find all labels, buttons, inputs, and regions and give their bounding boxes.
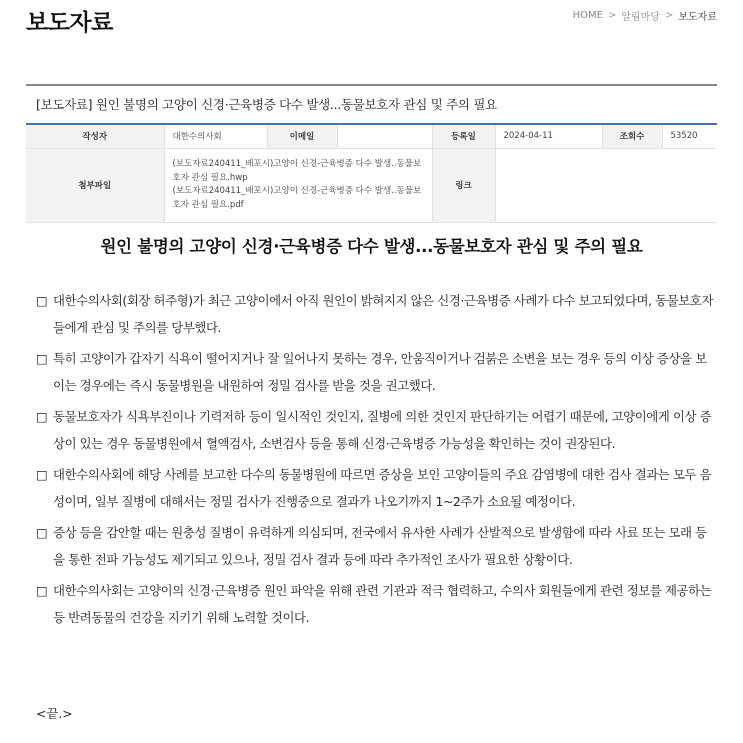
article-meta-table xyxy=(26,123,717,223)
email-value xyxy=(337,124,432,148)
paragraph-text: 대한수의사회에 해당 사례를 보고한 다수의 동물병원에 따르면 증상을 보인 고양이들의 주요 감염병에 대한 검사 결과는 모두 음성이며, 일부 질병에 대해서는 정밀 검사가 진행중으로 결과가 나오기까지 1~2주가 소요될 예정이다. xyxy=(53,467,712,509)
article-title: [보도자료] 원인 불명의 고양이 신경·근육병증 다수 발생...동물보호자 관심 및 주의 필요 xyxy=(36,97,497,112)
paragraph xyxy=(36,577,716,631)
paragraph-text: 동물보호자가 식욕부진이나 기력저하 등이 일시적인 것인지, 질병에 의한 것인지 판단하기는 어렵기 때문에, 고양이에게 이상 증상이 있는 경우 동물병원에서 혈액검사, 소변검사 등을 통해 신경·근육병증 가능성을 확인하는 것이 권장된다. xyxy=(53,409,712,451)
date-value: 2024-04-11 xyxy=(495,124,602,148)
link-label: 링크 xyxy=(432,148,495,222)
breadcrumb-notice-link[interactable]: 알림마당 xyxy=(621,12,660,23)
link-value xyxy=(495,148,717,222)
author-label: 작성자 xyxy=(26,124,164,148)
email-label: 이메일 xyxy=(267,124,337,148)
square-bullet-icon: □ xyxy=(36,583,48,598)
paragraph-text: 특히 고양이가 갑자기 식욕이 떨어지거나 잘 일어나지 못하는 경우, 안움직이거나 검붉은 소변을 보는 경우 등의 이상 증상을 보이는 경우에는 즉시 동물병원을 내원하여 정밀 검사를 받을 것을 권고했다. xyxy=(53,351,707,393)
square-bullet-icon: □ xyxy=(36,525,48,540)
paragraph xyxy=(36,403,716,457)
attachment-pdf-link[interactable]: (보도자료240411_배포시)고양이 신경-근육병증 다수 발생..동물보호자 관심 필요.pdf xyxy=(172,186,422,210)
paragraph-text: 증상 등을 감안할 때는 원충성 질병이 유력하게 의심되며, 전국에서 유사한 사례가 산발적으로 발생함에 따라 사료 또는 모래 등을 통한 전파 가능성도 제기되고 있으나, 정밀 검사 결과 등에 따라 추가적인 조사가 필요한 상황이다. xyxy=(53,525,707,567)
chevron-right-icon: > xyxy=(607,10,617,21)
chevron-right-icon: > xyxy=(664,10,674,21)
breadcrumb-home-link[interactable]: HOME xyxy=(572,10,603,21)
article-headline: 원인 불명의 고양이 신경·근육병증 다수 발생...동물보호자 관심 및 주의 필요 xyxy=(100,237,643,256)
attachments-list xyxy=(164,148,432,222)
breadcrumb-current: 보도자료 xyxy=(678,12,717,23)
title-divider xyxy=(26,84,717,86)
article-body xyxy=(36,287,716,635)
attachment-hwp-link[interactable]: (보도자료240411_배포시)고양이 신경-근육병증 다수 발생..동물보호자 관심 필요.hwp xyxy=(172,159,422,183)
paragraph-text: 대한수의사회는 고양이의 신경·근육병증 원인 파악을 위해 관련 기관과 적극 협력하고, 수의사 회원들에게 관련 정보를 제공하는 등 반려동물의 건강을 지키기 위해 노력할 것이다. xyxy=(53,583,712,625)
square-bullet-icon: □ xyxy=(36,409,48,424)
paragraph xyxy=(36,345,716,399)
paragraph xyxy=(36,519,716,573)
author-value: 대한수의사회 xyxy=(164,124,267,148)
paragraph xyxy=(36,461,716,515)
attachments-label: 첨부파일 xyxy=(26,148,164,222)
paragraph xyxy=(36,287,716,341)
square-bullet-icon: □ xyxy=(36,467,48,482)
page-title: 보도자료 xyxy=(26,10,113,36)
end-mark: <끝.> xyxy=(36,706,73,721)
paragraph-text: 대한수의사회(회장 허주형)가 최근 고양이에서 아직 원인이 밝혀지지 않은 신경·근육병증 사례가 다수 보고되었다며, 동물보호자들에게 관심 및 주의를 당부했다. xyxy=(53,293,714,335)
views-value: 53520 xyxy=(662,124,717,148)
square-bullet-icon: □ xyxy=(36,293,48,308)
square-bullet-icon: □ xyxy=(36,351,48,366)
views-label: 조회수 xyxy=(602,124,662,148)
breadcrumb xyxy=(573,8,717,23)
date-label: 등록일 xyxy=(432,124,495,148)
